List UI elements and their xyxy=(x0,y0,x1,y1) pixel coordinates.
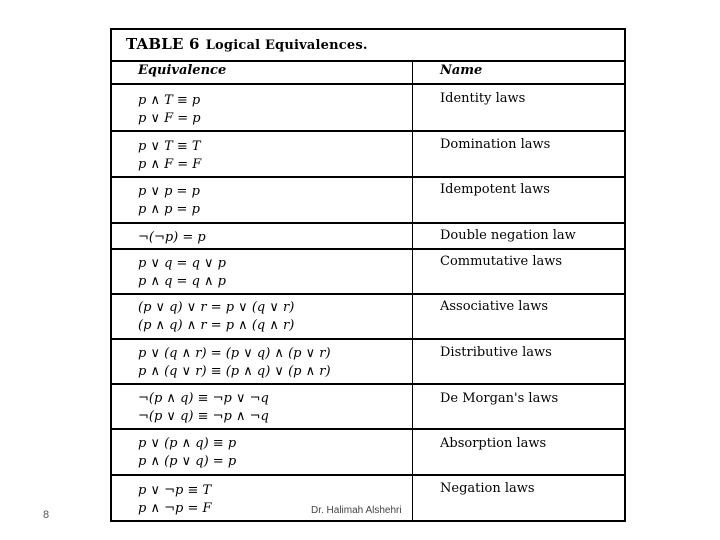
equivalence-text: ¬(p ∧ q) ≡ ¬p ∨ ¬q xyxy=(138,391,269,406)
page-number: 8 xyxy=(43,509,50,521)
law-name: Domination laws xyxy=(440,137,551,152)
equivalence-text: p ∨ (q ∧ r) = (p ∨ q) ∧ (p ∨ r) xyxy=(138,346,331,361)
law-name: Absorption laws xyxy=(440,436,547,451)
table-title xyxy=(126,35,368,53)
law-name: Double negation law xyxy=(440,228,576,243)
row-separator xyxy=(111,293,625,295)
equivalence-text: p ∧ (q ∨ r) ≡ (p ∧ q) ∨ (p ∧ r) xyxy=(138,364,331,379)
header-top-rule xyxy=(111,60,625,62)
law-name: Distributive laws xyxy=(440,345,552,360)
row-separator xyxy=(111,338,625,340)
equivalence-text: ¬(¬p) = p xyxy=(138,230,206,245)
table-subtitle: Logical Equivalences. xyxy=(205,38,368,53)
law-name: Commutative laws xyxy=(440,254,563,269)
row-separator xyxy=(111,383,625,385)
column-header-equivalence: Equivalence xyxy=(138,63,227,78)
law-name: Idempotent laws xyxy=(440,182,550,197)
equivalence-text: (p ∨ q) ∨ r = p ∨ (q ∨ r) xyxy=(138,300,295,315)
equivalence-text: p ∨ F = p xyxy=(138,111,201,126)
row-separator xyxy=(111,176,625,178)
equivalence-text: p ∧ q = q ∧ p xyxy=(138,274,227,289)
row-separator xyxy=(111,222,625,224)
header-bottom-rule xyxy=(111,83,625,85)
equivalence-text: (p ∧ q) ∧ r = p ∧ (q ∧ r) xyxy=(138,318,295,333)
row-separator xyxy=(111,248,625,250)
equivalence-text: p ∧ ¬p = F xyxy=(138,501,212,516)
equivalence-text: p ∧ (p ∨ q) = p xyxy=(138,454,237,469)
equivalence-text: p ∨ T ≡ T xyxy=(138,139,201,154)
table-number: TABLE 6 xyxy=(126,35,200,53)
column-divider xyxy=(412,60,413,520)
column-header-name: Name xyxy=(440,63,483,78)
equivalence-text: p ∨ p = p xyxy=(138,184,200,199)
equivalence-text: p ∧ F = F xyxy=(138,157,202,172)
equivalence-text: p ∧ p = p xyxy=(138,202,200,217)
row-separator xyxy=(111,130,625,132)
author-footer: Dr. Halimah Alshehri xyxy=(311,505,402,516)
law-name: Negation laws xyxy=(440,481,535,496)
row-separator xyxy=(111,428,625,430)
equivalence-text: p ∨ (p ∧ q) ≡ p xyxy=(138,436,237,451)
law-name: De Morgan's laws xyxy=(440,391,559,406)
equivalence-text: p ∨ ¬p ≡ T xyxy=(138,483,212,498)
equivalence-text: p ∨ q = q ∨ p xyxy=(138,256,227,271)
equivalence-text: ¬(p ∨ q) ≡ ¬p ∧ ¬q xyxy=(138,409,269,424)
row-separator xyxy=(111,474,625,476)
equivalence-text: p ∧ T ≡ p xyxy=(138,93,201,108)
law-name: Identity laws xyxy=(440,91,526,106)
law-name: Associative laws xyxy=(440,299,549,314)
